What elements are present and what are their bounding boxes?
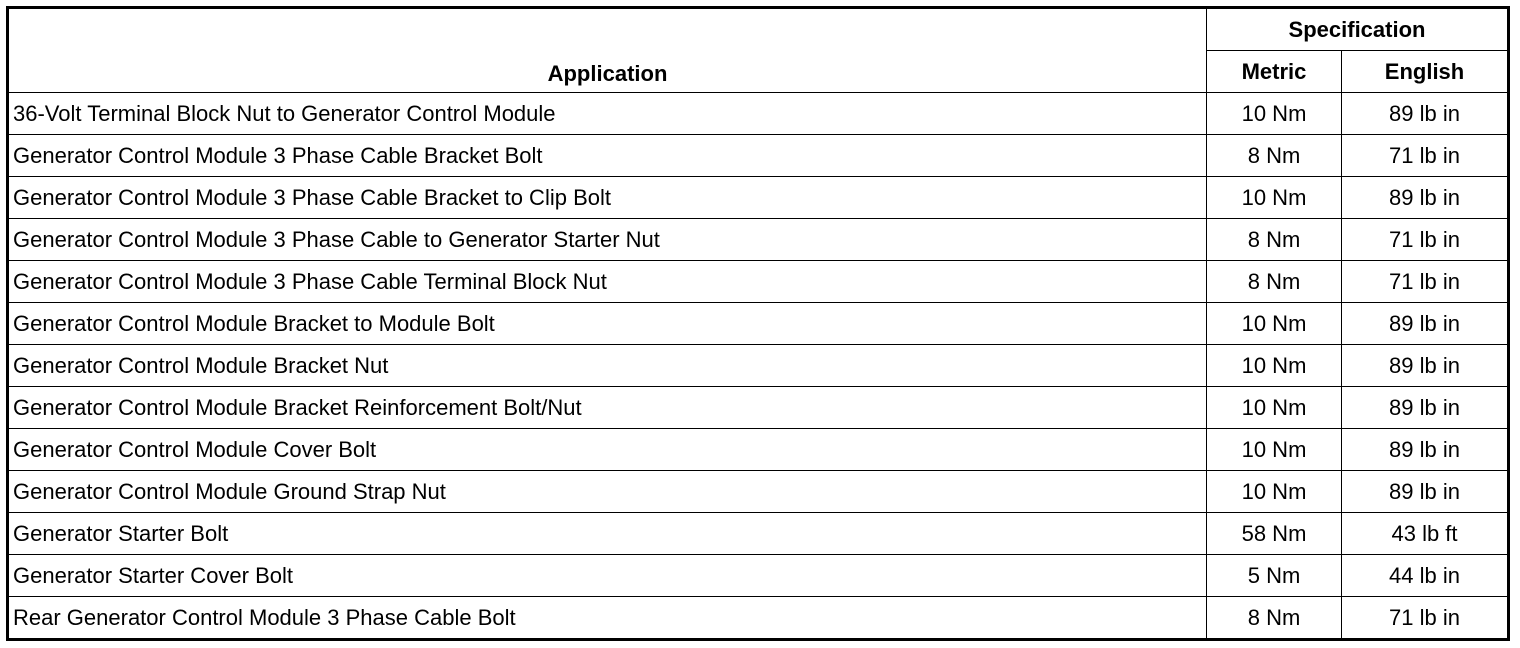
english-cell: 89 lb in: [1342, 303, 1509, 345]
metric-cell: 10 Nm: [1207, 387, 1342, 429]
english-column-header: English: [1342, 51, 1509, 93]
table-row: [8, 93, 1509, 135]
metric-cell: 10 Nm: [1207, 93, 1342, 135]
english-cell: 89 lb in: [1342, 471, 1509, 513]
metric-cell: 8 Nm: [1207, 597, 1342, 640]
table-header: [8, 8, 1509, 93]
english-cell: 43 lb ft: [1342, 513, 1509, 555]
metric-cell: 8 Nm: [1207, 219, 1342, 261]
table-row: [8, 471, 1509, 513]
table-body: [8, 93, 1509, 640]
table-row: [8, 345, 1509, 387]
english-cell: 89 lb in: [1342, 177, 1509, 219]
english-cell: 71 lb in: [1342, 219, 1509, 261]
english-cell: 89 lb in: [1342, 345, 1509, 387]
application-cell: 36-Volt Terminal Block Nut to Generator Control Module: [8, 93, 1207, 135]
metric-cell: 8 Nm: [1207, 261, 1342, 303]
table-row: [8, 513, 1509, 555]
table-row: [8, 261, 1509, 303]
specification-column-header: Specification: [1207, 8, 1509, 51]
english-cell: 89 lb in: [1342, 429, 1509, 471]
application-cell: Generator Control Module Cover Bolt: [8, 429, 1207, 471]
metric-cell: 10 Nm: [1207, 303, 1342, 345]
metric-cell: 10 Nm: [1207, 177, 1342, 219]
english-cell: 44 lb in: [1342, 555, 1509, 597]
table-row: [8, 219, 1509, 261]
english-cell: 89 lb in: [1342, 387, 1509, 429]
application-cell: Generator Starter Bolt: [8, 513, 1207, 555]
english-cell: 71 lb in: [1342, 135, 1509, 177]
application-cell: Generator Control Module Bracket to Module Bolt: [8, 303, 1207, 345]
application-column-header: Application: [8, 8, 1207, 93]
metric-cell: 5 Nm: [1207, 555, 1342, 597]
english-cell: 71 lb in: [1342, 261, 1509, 303]
application-cell: Generator Control Module Bracket Nut: [8, 345, 1207, 387]
table-row: [8, 387, 1509, 429]
table-row: [8, 135, 1509, 177]
application-cell: Generator Control Module 3 Phase Cable to Generator Starter Nut: [8, 219, 1207, 261]
application-cell: Generator Starter Cover Bolt: [8, 555, 1207, 597]
application-cell: Generator Control Module Bracket Reinforcement Bolt/Nut: [8, 387, 1207, 429]
metric-cell: 10 Nm: [1207, 429, 1342, 471]
torque-spec-table: [6, 6, 1510, 641]
table-row: [8, 597, 1509, 640]
table-row: [8, 555, 1509, 597]
table-row: [8, 429, 1509, 471]
english-cell: 71 lb in: [1342, 597, 1509, 640]
application-cell: Generator Control Module 3 Phase Cable Bracket to Clip Bolt: [8, 177, 1207, 219]
header-row-top: [8, 8, 1509, 51]
table-row: [8, 303, 1509, 345]
application-cell: Generator Control Module Ground Strap Nut: [8, 471, 1207, 513]
english-cell: 89 lb in: [1342, 93, 1509, 135]
metric-cell: 10 Nm: [1207, 471, 1342, 513]
metric-cell: 8 Nm: [1207, 135, 1342, 177]
application-cell: Generator Control Module 3 Phase Cable Bracket Bolt: [8, 135, 1207, 177]
application-cell: Generator Control Module 3 Phase Cable Terminal Block Nut: [8, 261, 1207, 303]
metric-cell: 58 Nm: [1207, 513, 1342, 555]
table-row: [8, 177, 1509, 219]
metric-cell: 10 Nm: [1207, 345, 1342, 387]
metric-column-header: Metric: [1207, 51, 1342, 93]
application-cell: Rear Generator Control Module 3 Phase Cable Bolt: [8, 597, 1207, 640]
